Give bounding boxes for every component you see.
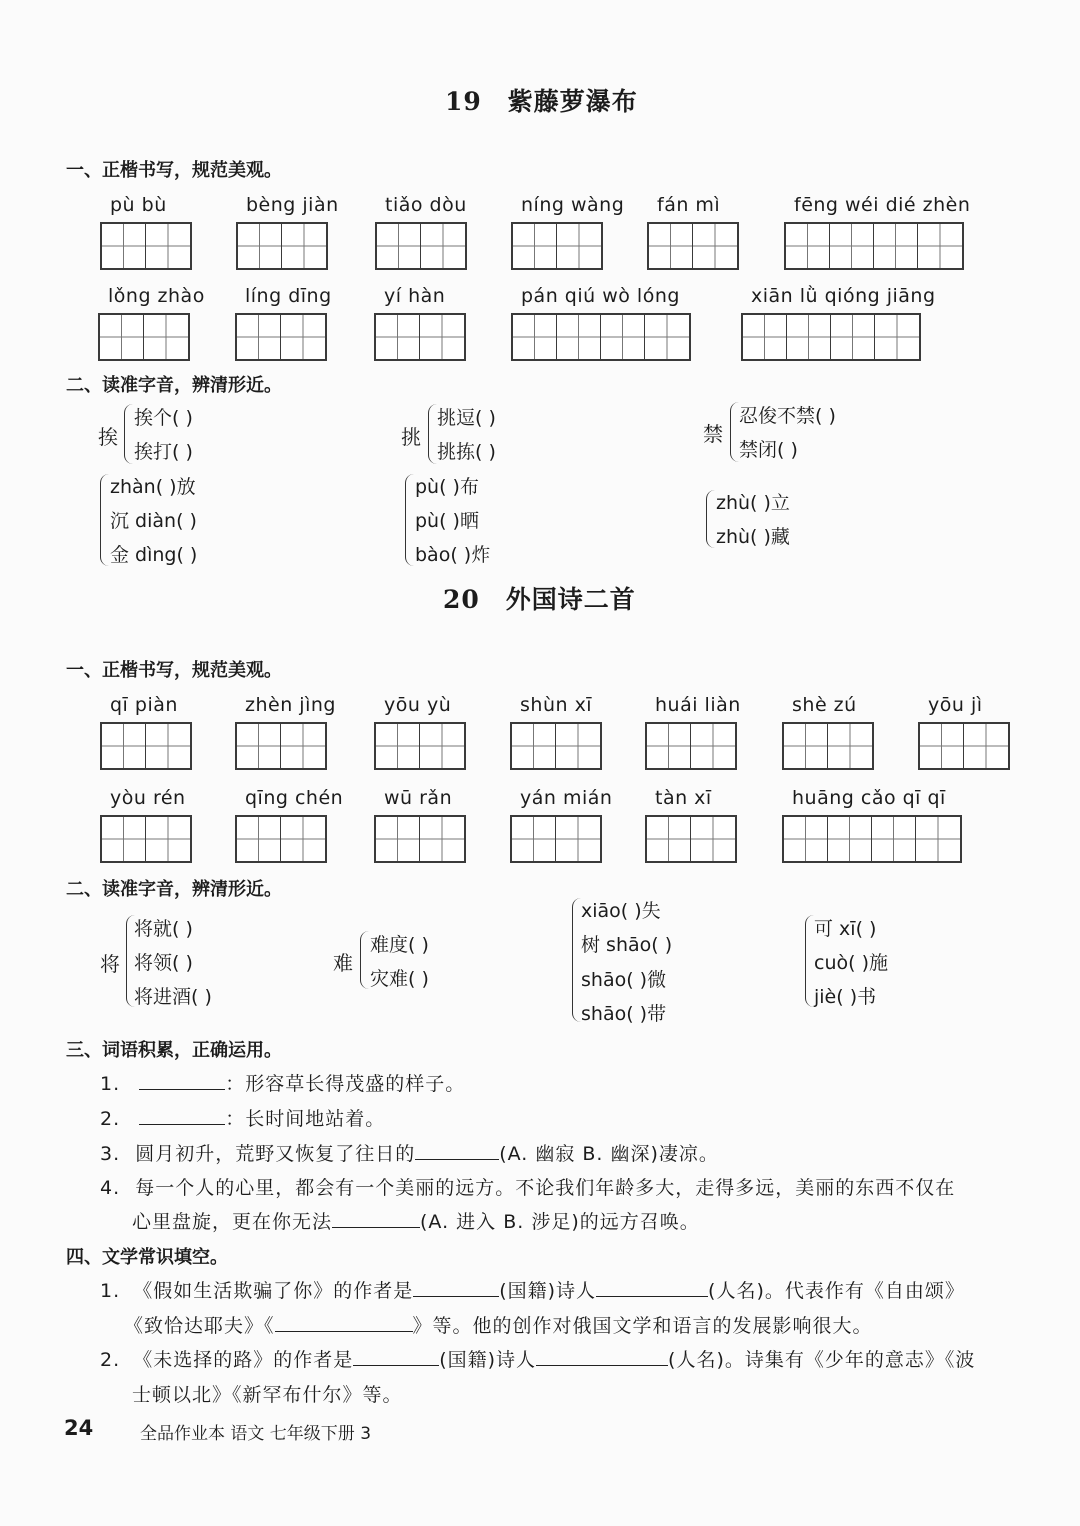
answer-blank[interactable]	[332, 1209, 420, 1228]
question-text: (国籍)诗人	[439, 1349, 537, 1371]
question-options: (A. 进入 B. 涉足)的远方召唤。	[420, 1211, 700, 1233]
pron-item: zhù( )立	[716, 492, 790, 514]
tian-zi-cell[interactable]	[601, 315, 645, 359]
answer-blank[interactable]	[415, 1141, 499, 1160]
pron-item: 禁闭( )	[739, 439, 798, 461]
pinyin-label: qī piàn	[110, 694, 178, 716]
head-char: 挨	[98, 425, 118, 449]
lesson-title: 外国诗二首	[505, 585, 636, 614]
writing-grid[interactable]	[235, 815, 327, 863]
writing-grid[interactable]	[236, 222, 328, 270]
answer-blank[interactable]	[413, 1278, 499, 1297]
writing-grid[interactable]	[741, 313, 921, 361]
section-heading: 二、读准字音，辨清形近。	[66, 879, 282, 900]
question-1	[100, 1069, 465, 1096]
writing-grid[interactable]	[100, 815, 192, 863]
pinyin-label: yí hàn	[384, 285, 446, 307]
head-char: 难	[333, 951, 353, 975]
question-text: 《致恰达耶夫》《	[124, 1315, 275, 1337]
brace	[405, 474, 414, 566]
pron-item: 沉 diàn( )	[110, 510, 197, 532]
pinyin-label: shè zú	[792, 694, 857, 716]
tian-zi-cell[interactable]	[647, 724, 691, 768]
section-heading: 四、文学常识填空。	[66, 1247, 228, 1268]
writing-grid[interactable]	[235, 313, 327, 361]
tian-zi-cell[interactable]	[787, 315, 831, 359]
writing-grid[interactable]	[782, 722, 874, 770]
tian-zi-cell[interactable]	[102, 724, 146, 768]
tian-zi-cell[interactable]	[512, 724, 556, 768]
pron-item: 挨打( )	[134, 441, 193, 463]
pron-item: zhù( )藏	[716, 526, 790, 548]
tian-zi-cell[interactable]	[102, 224, 146, 268]
tian-zi-cell[interactable]	[784, 724, 828, 768]
writing-grid[interactable]	[100, 722, 192, 770]
pinyin-label: bèng jiàn	[246, 194, 339, 216]
tian-zi-cell[interactable]	[693, 224, 737, 268]
question-text: (国籍)诗人	[499, 1280, 597, 1302]
tian-zi-cell[interactable]	[557, 224, 601, 268]
literature-question-2-cont	[132, 1380, 403, 1407]
question-text: 》等。他的创作对俄国文学和语言的发展影响很大。	[412, 1315, 873, 1337]
pron-item: 难度( )	[370, 934, 429, 956]
brace	[572, 898, 581, 1022]
pron-item: bào( )炸	[415, 544, 491, 566]
question-4-cont	[132, 1207, 700, 1234]
brace	[360, 931, 369, 989]
section-heading: 三、词语积累，正确运用。	[66, 1040, 282, 1061]
pinyin-label: pán qiú wò lóng	[521, 285, 680, 307]
answer-blank[interactable]	[536, 1347, 668, 1366]
brace	[100, 474, 109, 566]
tian-zi-cell[interactable]	[784, 817, 828, 861]
tian-zi-cell[interactable]	[647, 817, 691, 861]
tian-zi-cell[interactable]	[691, 724, 735, 768]
question-text: ：形容草长得茂盛的样子。	[225, 1073, 466, 1095]
question-text: (人名)。代表作有《自由颂》	[708, 1280, 965, 1302]
pron-item: 可 xī( )	[814, 918, 877, 940]
pron-item: 挑拣( )	[437, 441, 496, 463]
tian-zi-cell[interactable]	[828, 817, 872, 861]
tian-zi-cell[interactable]	[102, 817, 146, 861]
writing-grid[interactable]	[100, 222, 192, 270]
tian-zi-cell[interactable]	[830, 224, 874, 268]
tian-zi-cell[interactable]	[645, 315, 689, 359]
pron-item: 将领( )	[134, 952, 193, 974]
writing-grid[interactable]	[647, 222, 739, 270]
question-3	[100, 1139, 719, 1166]
pron-item: zhàn( )放	[110, 476, 196, 498]
lesson-number: 20	[443, 585, 480, 614]
lesson-number: 19	[445, 87, 482, 116]
pron-item: 树 shāo( )	[581, 934, 673, 956]
pinyin-label: yōu jì	[928, 694, 983, 716]
question-options: (A. 幽寂 B. 幽深)凄凉。	[499, 1143, 719, 1165]
tian-zi-cell[interactable]	[874, 224, 918, 268]
question-text: 每一个人的心里，都会有一个美丽的远方。不论我们年龄多大，走得多远，美丽的东西不仅在	[135, 1177, 956, 1199]
question-number: 1.	[100, 1280, 121, 1302]
pinyin-label: pù bù	[110, 194, 167, 216]
pron-item: 灾难( )	[370, 968, 429, 990]
writing-grid[interactable]	[510, 815, 602, 863]
writing-grid[interactable]	[918, 722, 1010, 770]
tian-zi-cell[interactable]	[376, 817, 420, 861]
lesson-title: 紫藤萝瀑布	[507, 87, 638, 116]
question-text: 圆月初升，荒野又恢复了往日的	[135, 1143, 416, 1165]
pron-item: jiè( )书	[814, 986, 877, 1008]
pinyin-label: qīng chén	[245, 787, 344, 809]
tian-zi-cell[interactable]	[281, 315, 325, 359]
writing-grid[interactable]	[782, 815, 962, 863]
question-text: 《假如生活欺骗了你》的作者是	[133, 1280, 414, 1302]
pron-item: pù( )布	[415, 476, 479, 498]
question-text: ：长时间地站着。	[225, 1108, 386, 1130]
question-2	[100, 1104, 385, 1131]
literature-question-1-cont	[124, 1311, 873, 1338]
tian-zi-cell[interactable]	[649, 224, 693, 268]
writing-grid[interactable]	[235, 722, 327, 770]
tian-zi-cell[interactable]	[281, 817, 325, 861]
tian-zi-cell[interactable]	[513, 315, 557, 359]
pinyin-label: shùn xī	[520, 694, 593, 716]
head-char: 挑	[401, 425, 421, 449]
page-number: 24	[64, 1416, 94, 1440]
pinyin-label: zhèn jìng	[245, 694, 336, 716]
tian-zi-cell[interactable]	[238, 224, 282, 268]
writing-grid[interactable]	[374, 722, 466, 770]
tian-zi-cell[interactable]	[513, 224, 557, 268]
pinyin-label: tiǎo dòu	[385, 194, 467, 216]
tian-zi-cell[interactable]	[144, 315, 188, 359]
head-char: 将	[100, 952, 120, 976]
brace	[706, 490, 715, 548]
writing-grid[interactable]	[645, 815, 737, 863]
writing-grid[interactable]	[374, 815, 466, 863]
question-number: 1.	[100, 1073, 121, 1095]
tian-zi-cell[interactable]	[282, 224, 326, 268]
answer-blank[interactable]	[596, 1278, 708, 1297]
tian-zi-cell[interactable]	[376, 724, 420, 768]
pron-item: 挑逗( )	[437, 407, 496, 429]
pinyin-label: fēng wéi dié zhèn	[794, 194, 971, 216]
pron-item: 将进酒( )	[134, 986, 212, 1008]
section-heading: 二、读准字音，辨清形近。	[66, 375, 282, 396]
tian-zi-cell[interactable]	[831, 315, 875, 359]
footer-text: 全品作业本 语文 七年级下册 3	[140, 1424, 372, 1444]
lesson-19-title	[445, 82, 638, 118]
lesson-20-title	[443, 580, 636, 616]
tian-zi-cell[interactable]	[556, 817, 600, 861]
tian-zi-cell[interactable]	[512, 817, 556, 861]
pron-item: shāo( )微	[581, 969, 667, 991]
question-number: 2.	[100, 1108, 121, 1130]
literature-question-1	[100, 1276, 965, 1303]
tian-zi-cell[interactable]	[920, 724, 964, 768]
tian-zi-cell[interactable]	[420, 315, 464, 359]
writing-grid[interactable]	[374, 313, 466, 361]
pron-item: 金 dìng( )	[110, 544, 198, 566]
tian-zi-cell[interactable]	[557, 315, 601, 359]
writing-grid[interactable]	[375, 222, 467, 270]
tian-zi-cell[interactable]	[964, 724, 1008, 768]
pinyin-label: níng wàng	[521, 194, 625, 216]
section-heading: 一、正楷书写，规范美观。	[66, 660, 282, 681]
brace	[730, 402, 739, 462]
tian-zi-cell[interactable]	[916, 817, 960, 861]
writing-grid[interactable]	[645, 722, 737, 770]
pron-item: 挨个( )	[134, 407, 193, 429]
tian-zi-cell[interactable]	[743, 315, 787, 359]
pinyin-label: xiān lǜ qióng jiāng	[751, 285, 936, 307]
tian-zi-cell[interactable]	[420, 817, 464, 861]
tian-zi-cell[interactable]	[146, 817, 190, 861]
tian-zi-cell[interactable]	[377, 224, 421, 268]
brace	[428, 404, 437, 464]
brace	[805, 915, 814, 1007]
question-4	[100, 1173, 955, 1200]
pron-item: xiāo( )失	[581, 900, 661, 922]
tian-zi-cell[interactable]	[237, 724, 281, 768]
answer-blank[interactable]	[353, 1347, 439, 1366]
pinyin-label: lǒng zhào	[108, 285, 205, 307]
question-number: 4.	[100, 1177, 121, 1199]
tian-zi-cell[interactable]	[146, 724, 190, 768]
tian-zi-cell[interactable]	[828, 724, 872, 768]
pinyin-label: yōu yù	[384, 694, 452, 716]
pinyin-label: fán mì	[657, 194, 721, 216]
answer-blank[interactable]	[139, 1071, 225, 1090]
brace	[124, 404, 133, 464]
writing-grid[interactable]	[784, 222, 964, 270]
head-char: 禁	[703, 422, 723, 446]
writing-grid[interactable]	[511, 222, 603, 270]
pinyin-label: yán mián	[520, 787, 613, 809]
pinyin-label: wū rǎn	[384, 787, 453, 809]
tian-zi-cell[interactable]	[281, 724, 325, 768]
tian-zi-cell[interactable]	[918, 224, 962, 268]
literature-question-2	[100, 1345, 975, 1372]
tian-zi-cell[interactable]	[875, 315, 919, 359]
tian-zi-cell[interactable]	[421, 224, 465, 268]
question-number: 2.	[100, 1349, 121, 1371]
tian-zi-cell[interactable]	[872, 817, 916, 861]
tian-zi-cell[interactable]	[691, 817, 735, 861]
pron-item: 将就( )	[134, 918, 193, 940]
tian-zi-cell[interactable]	[376, 315, 420, 359]
pron-item: 忍俊不禁( )	[739, 405, 836, 427]
pinyin-label: tàn xī	[655, 787, 712, 809]
pron-item: cuò( )施	[814, 952, 888, 974]
tian-zi-cell[interactable]	[786, 224, 830, 268]
tian-zi-cell[interactable]	[146, 224, 190, 268]
question-text: 心里盘旋，更在你无法	[132, 1211, 333, 1233]
answer-blank[interactable]	[275, 1313, 413, 1332]
question-text: 士顿以北》《新罕布什尔》等。	[132, 1384, 403, 1406]
writing-grid[interactable]	[98, 313, 190, 361]
tian-zi-cell[interactable]	[556, 724, 600, 768]
section-heading: 一、正楷书写，规范美观。	[66, 160, 282, 181]
writing-grid[interactable]	[510, 722, 602, 770]
pron-item: pù( )晒	[415, 510, 479, 532]
pinyin-label: huāng cǎo qī qī	[792, 787, 946, 809]
pinyin-label: yòu rén	[110, 787, 186, 809]
pron-item: shāo( )带	[581, 1003, 667, 1025]
tian-zi-cell[interactable]	[237, 315, 281, 359]
question-number: 3.	[100, 1143, 121, 1165]
tian-zi-cell[interactable]	[100, 315, 144, 359]
tian-zi-cell[interactable]	[237, 817, 281, 861]
tian-zi-cell[interactable]	[420, 724, 464, 768]
question-text: 《未选择的路》的作者是	[133, 1349, 354, 1371]
writing-grid[interactable]	[511, 313, 691, 361]
pinyin-label: líng dīng	[245, 285, 332, 307]
answer-blank[interactable]	[139, 1106, 225, 1125]
question-text: (人名)。诗集有《少年的意志》《波	[668, 1349, 976, 1371]
pinyin-label: huái liàn	[655, 694, 741, 716]
